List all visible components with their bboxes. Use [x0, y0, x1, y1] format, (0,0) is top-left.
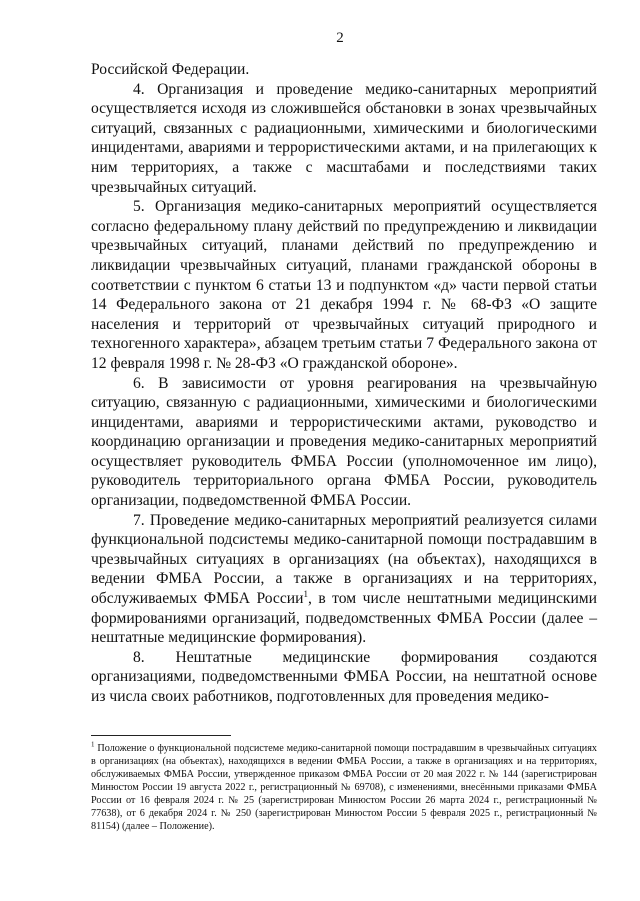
- footnote-separator: [91, 735, 231, 736]
- paragraph-number: 4.: [133, 80, 145, 98]
- footnote-reference: 1: [303, 588, 308, 599]
- paragraph-number: 7.: [133, 511, 145, 529]
- paragraph-4: [91, 80, 597, 198]
- paragraph-8: [91, 648, 597, 707]
- paragraph-text: Организация и проведение медико-санитарных мероприятий осуществляется исходя из сложившейся обстановки в зонах чрезвычайных ситуаций, связанных с радиационными, химическими и биологическими инцидентами, авариями и террористическими актами, и на прилегающих к ним территориях, а также с масштабами и последствиями таких чрезвычайных ситуаций.: [91, 80, 597, 196]
- paragraph-text: Проведение медико-санитарных мероприятий реализуется силами функциональной подсистемы медико-санитарной помощи пострадавшим в чрезвычайных ситуациях в организациях (на объектах), находящихся в ведении ФМБА России, а также в организациях и на территориях, обслуживаемых ФМБА России: [91, 511, 597, 608]
- footnote-text: Положение о функциональной подсистеме медико-санитарной помощи пострадавшим в чрезвычайных ситуациях в организациях (на объектах), находящихся в ведении ФМБА России, а также в организациях и на территориях, обслуживаемых ФМБА России, утвержденное приказом ФМБА России от 20 мая 2022 г. № 144 (зарегистрирован Минюстом России 19 августа 2022 г., регистрационный № 69708), с изменениями, внесёнными приказами ФМБА России от 16 февраля 2024 г. № 25 (зарегистрирован Минюстом России 26 марта 2024 г., регистрационный № 77638), от 6 декабря 2024 г. № 250 (зарегистрирован Минюстом России 5 февраля 2025 г., регистрационный № 81154) (далее – Положение).: [91, 743, 597, 832]
- paragraph-text: , в том числе нештатными медицинскими формированиями организаций, подведомственных ФМБА России (далее – нештатные медицинские формирования).: [91, 590, 597, 647]
- paragraph-text: Организация медико-санитарных мероприятий осуществляется согласно федеральному плану действий по предупреждению и ликвидации чрезвычайных ситуаций, планами действий по предупреждению и ликвидации чрезвычайных ситуаций, планами гражданской обороны в соответствии с пунктом 6 статьи 13 и подпунктом «д» части первой статьи 14 Федерального закона от 21 декабря 1994 г. № 68-ФЗ «О защите населения и территорий от чрезвычайных ситуаций природного и техногенного характера», абзацем третьим статьи 7 Федерального закона от 12 февраля 1998 г. № 28-ФЗ «О гражданской обороне».: [91, 198, 597, 372]
- footnote-marker: 1: [91, 740, 95, 749]
- paragraph-text: Российской Федерации.: [91, 61, 250, 78]
- paragraph-number: 8.: [133, 648, 145, 666]
- paragraph-number: 5.: [133, 198, 145, 216]
- footnote: [91, 742, 597, 833]
- paragraph-continuation: [91, 60, 597, 80]
- paragraph-5: [91, 197, 597, 373]
- paragraph-7: [91, 511, 597, 648]
- page-number: 2: [336, 30, 344, 46]
- paragraph-text: Нештатные медицинские формирования создаются организациями, подведомственными ФМБА России, на нештатной основе из числа своих работников, подготовленных для проведения медико-: [91, 648, 597, 705]
- document-body: [91, 60, 597, 707]
- paragraph-6: [91, 374, 597, 511]
- paragraph-number: 6.: [133, 374, 145, 392]
- paragraph-text: В зависимости от уровня реагирования на чрезвычайную ситуацию, связанную с радиационными, химическими и биологическими инцидентами, авариями и террористическими актами, руководство и координацию организации и проведения медико-санитарных мероприятий осуществляет руководитель ФМБА России (уполномоченное им лицо), руководитель территориального органа ФМБА России, руководитель организации, подведомственной ФМБА России.: [91, 374, 597, 510]
